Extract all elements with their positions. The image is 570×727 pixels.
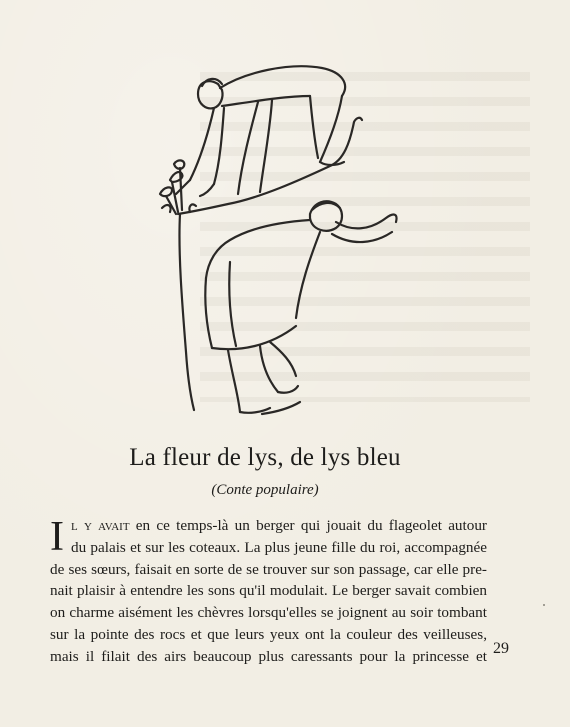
body-line-1-text: en ce temps-là un berger qui jouait du flageolet autour [129, 517, 487, 534]
line-drawing-two-figures-lily-icon [150, 62, 410, 422]
page-number: 29 [493, 640, 509, 657]
body-line-6: sur la pointe des rocs et que leurs yeux ont la couleur des veilleuses, [50, 625, 487, 643]
body-line-3: de ses sœurs, faisait en sorte de se trouver sur son passage, car elle pre- [50, 560, 487, 578]
paper-speck [543, 604, 545, 606]
body-line-7: mais il filait des airs beaucoup plus caressants pour la princesse et [50, 647, 487, 665]
drop-cap: I [50, 514, 64, 560]
body-line-2: du palais et sur les coteaux. La plus jeune fille du roi, accompagnée [71, 538, 487, 556]
body-line-5: on charme aisément les chèvres lorsqu'elles se joignent au soir tombant [50, 604, 487, 622]
chapter-title: La fleur de lys, de lys bleu [129, 444, 401, 471]
lead-small-caps: l y avait [71, 517, 130, 534]
chapter-subtitle: (Conte populaire) [211, 482, 319, 498]
body-paragraph [50, 515, 487, 668]
body-line-1 [50, 515, 487, 537]
body-line-4: nait plaisir à entendre les sons qu'il modulait. Le berger savait combien [50, 582, 487, 600]
